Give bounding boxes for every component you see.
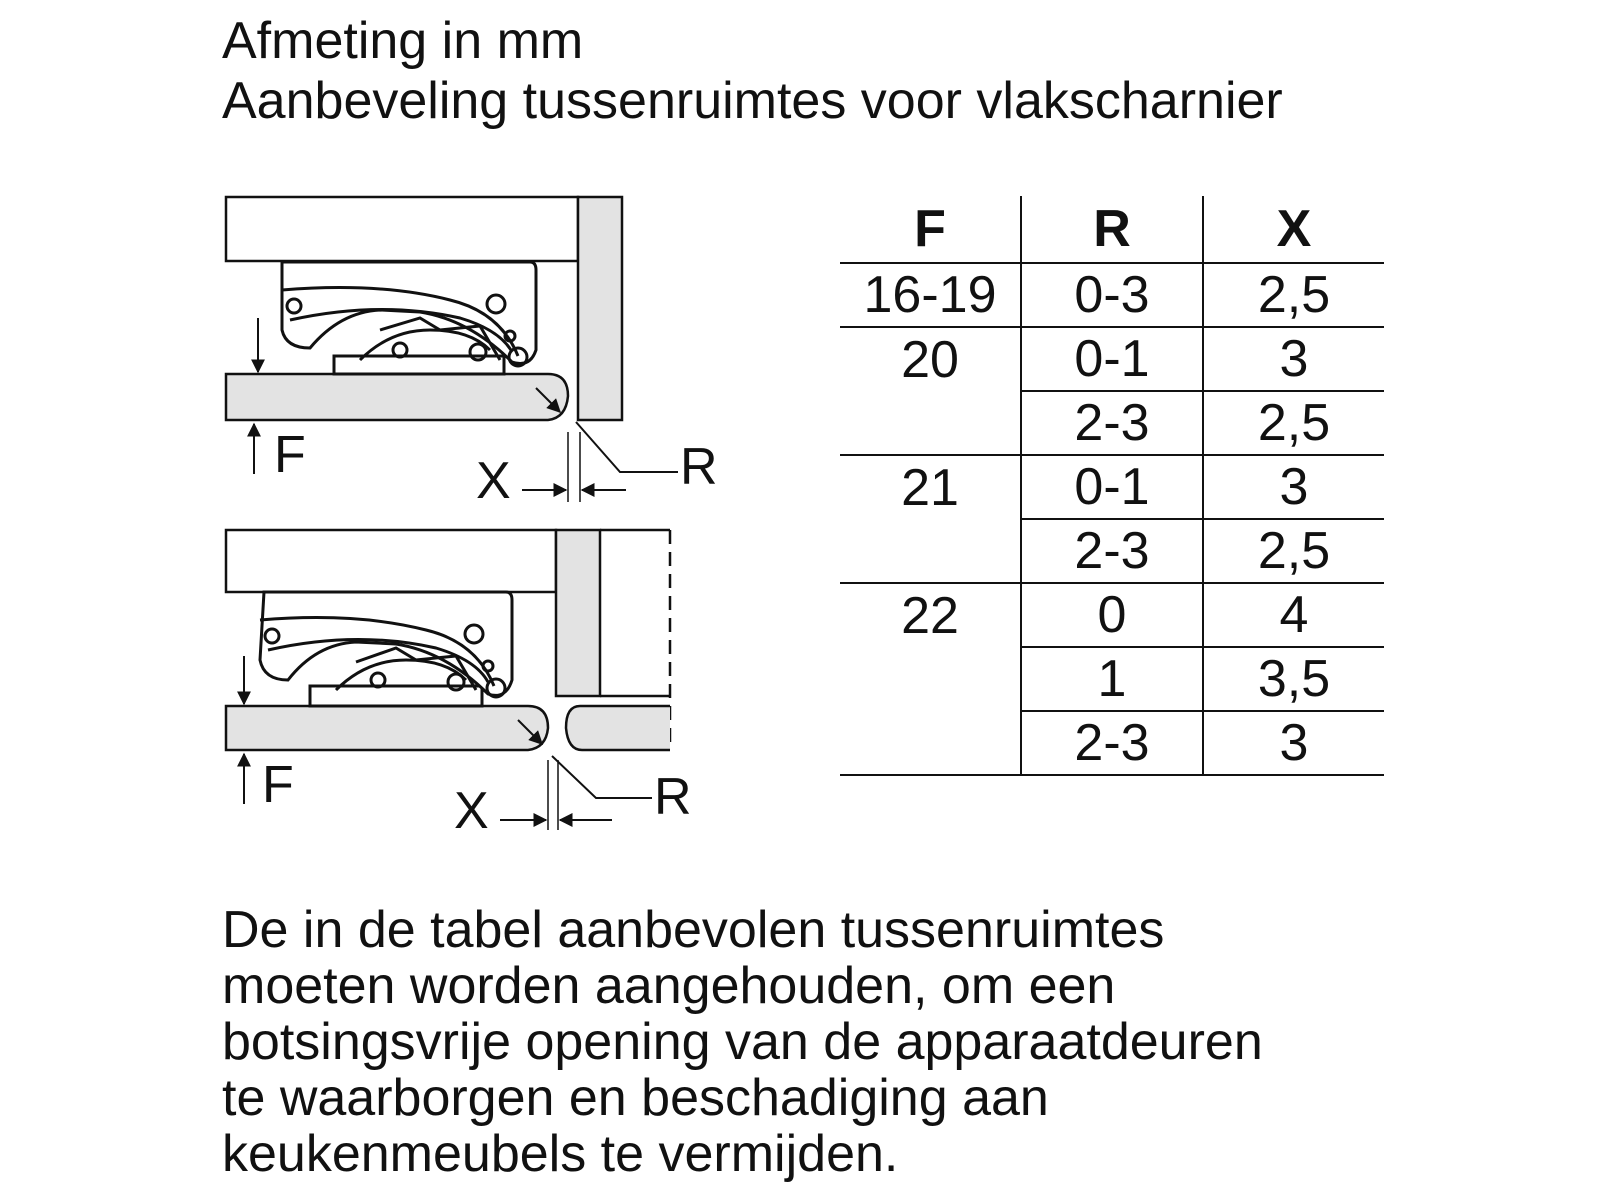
cell-r: 0-1 [1021,327,1203,391]
cell-r: 2-3 [1021,711,1203,775]
instruction-note [222,902,1522,1182]
cell-r: 0-3 [1021,263,1203,327]
heading-dimensions: Afmeting in mm [222,12,584,70]
appliance-door [226,706,548,750]
table-row [840,455,1384,519]
appliance-door [226,374,568,420]
hinge-mechanism-top [282,262,536,374]
label-r-top: R [680,438,718,496]
cell-x: 2,5 [1203,519,1384,583]
cell-x: 3 [1203,711,1384,775]
cell-r: 0-1 [1021,455,1203,519]
note-line: botsingsvrije opening van de apparaatdeuren [222,1013,1263,1071]
label-x-top: X [476,452,511,510]
cell-r: 2-3 [1021,519,1203,583]
table-row [840,391,1384,455]
cabinet-top-panel [226,530,556,592]
label-r-bottom: R [654,768,692,826]
cell-f: 16-19 [840,263,1021,327]
note-line: te waarborgen en beschadiging aan [222,1069,1049,1127]
table-row [840,263,1384,327]
cell-f: 20 [840,327,1021,391]
cell-r: 2-3 [1021,391,1203,455]
label-f-top: F [274,426,306,484]
label-f-bottom: F [262,756,294,814]
cell-f: 21 [840,455,1021,519]
column-header-x: X [1203,196,1384,263]
hinge-diagram-bottom [226,530,692,840]
cell-x: 2,5 [1203,263,1384,327]
note-line: De in de tabel aanbevolen tussenruimtes [222,901,1165,959]
cabinet-side-panel [556,530,600,696]
cell-f [840,647,1021,711]
label-x-bottom: X [454,782,489,840]
cell-f [840,391,1021,455]
hinge-diagram-top [226,197,718,510]
cell-x: 3 [1203,455,1384,519]
cell-x: 2,5 [1203,391,1384,455]
heading-hinge-recommendation: Aanbeveling tussenruimtes voor vlakscharnier [222,72,1283,130]
cabinet-top-panel [226,197,578,261]
hinge-diagrams [0,0,760,860]
table-header-row [840,196,1384,263]
cell-x: 3,5 [1203,647,1384,711]
gap-recommendation-table [840,196,1384,776]
table-row [840,711,1384,775]
table-row [840,327,1384,391]
cell-x: 4 [1203,583,1384,647]
column-header-f: F [840,196,1021,263]
table-row [840,583,1384,647]
cabinet-side-panel [578,197,622,420]
cell-r: 0 [1021,583,1203,647]
table-row [840,647,1384,711]
note-line: moeten worden aangehouden, om een [222,957,1116,1015]
hinge-mechanism-bottom [260,592,512,706]
column-header-r: R [1021,196,1203,263]
table-row [840,519,1384,583]
adjacent-door [566,706,670,750]
cell-f: 22 [840,583,1021,647]
cell-r: 1 [1021,647,1203,711]
cell-x: 3 [1203,327,1384,391]
cell-f [840,519,1021,583]
cell-f [840,711,1021,775]
note-line: keukenmeubels te vermijden. [222,1125,899,1183]
